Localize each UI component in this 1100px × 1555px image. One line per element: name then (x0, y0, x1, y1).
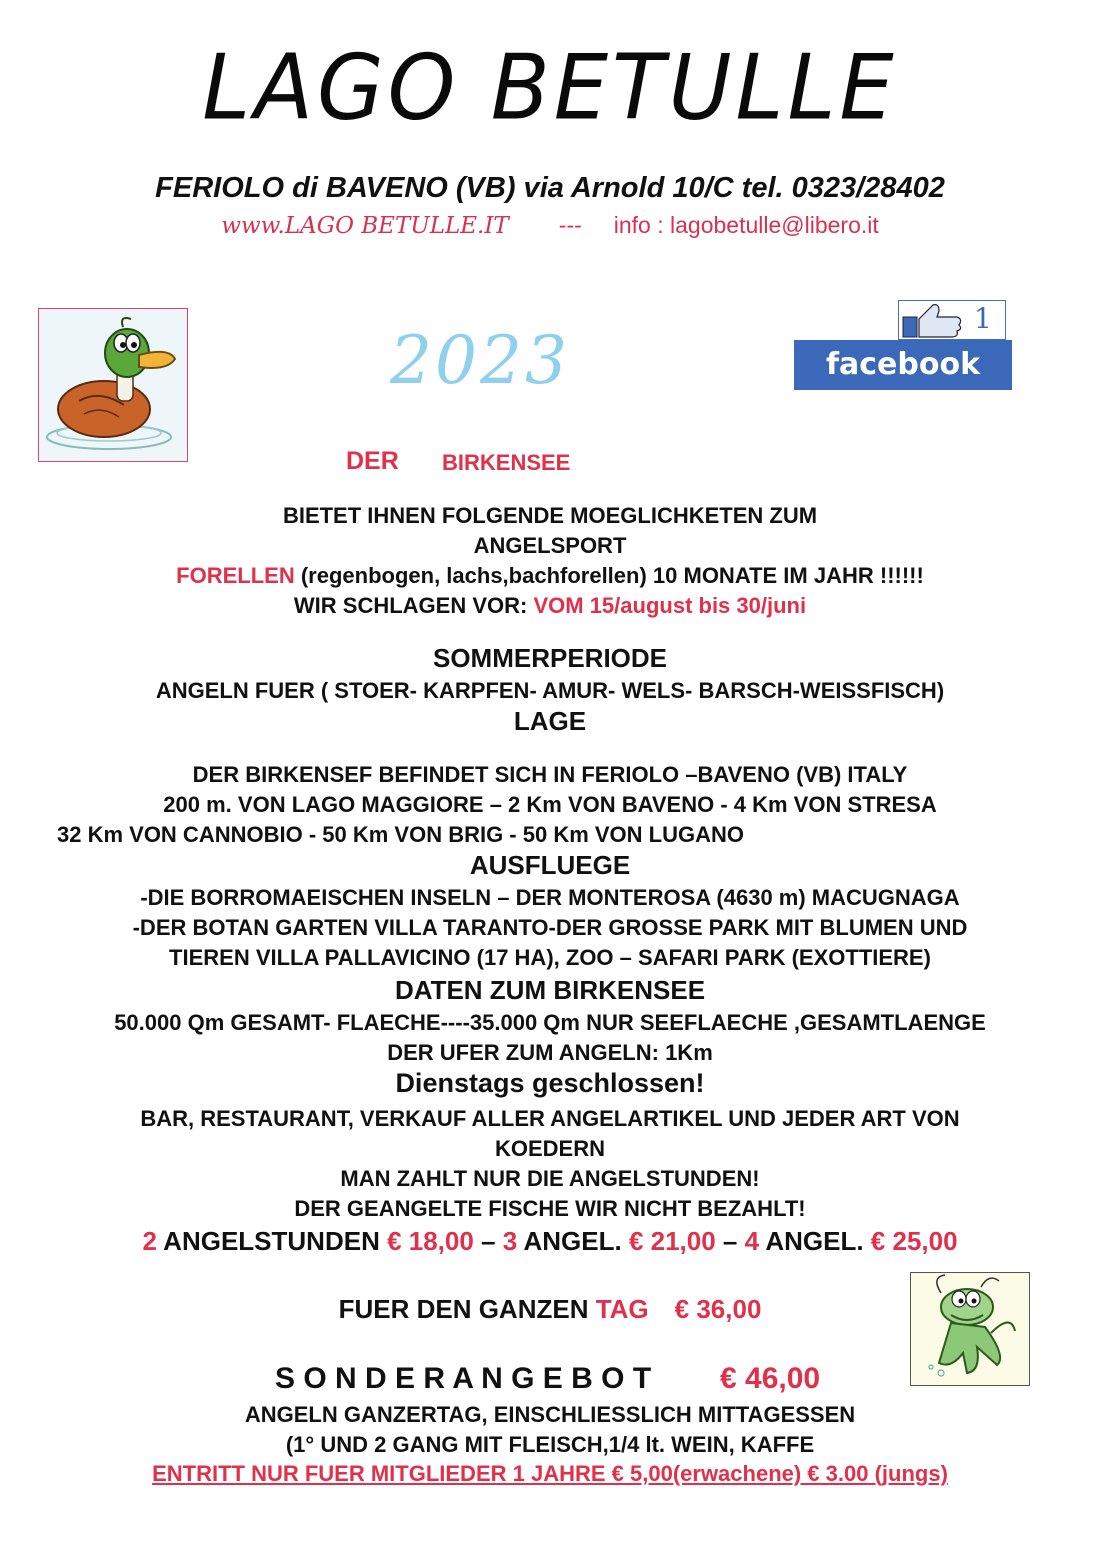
offer-heading: S O N D E R A N G E B O T (275, 1362, 652, 1395)
hours-3-price: € 21,00 (628, 1226, 716, 1256)
forellen-label: FORELLEN (176, 563, 295, 588)
forellen-line (0, 563, 1100, 589)
hours-3-label: ANGEL. (517, 1226, 629, 1256)
intro-line-1: BIETET IHNEN FOLGENDE MOEGLICHKETEN ZUM (282, 503, 818, 528)
frog-icon (911, 1273, 1029, 1385)
services-line-4: DER GEANGELTE FISCHE WIR NICHT BEZAHLT! (294, 1196, 806, 1221)
hours-4-label: ANGEL. (759, 1226, 871, 1256)
closed-notice: Dienstags geschlossen! (395, 1068, 705, 1098)
dash: – (473, 1226, 503, 1256)
ausfluege-line-2: -DER BOTAN GARTEN VILLA TARANTO-DER GROSSE PARK MIT BLUMEN UND (132, 915, 968, 940)
heading-der: DER (346, 447, 399, 475)
vorschlag-line (0, 593, 1100, 619)
day-label: FUER DEN GANZEN (338, 1294, 596, 1324)
vorschlag-label: WIR SCHLAGEN VOR: (293, 593, 534, 618)
services-line-1: BAR, RESTAURANT, VERKAUF ALLER ANGELARTIKEL UND JEDER ART VON (140, 1106, 960, 1131)
email-link[interactable]: info : lagobetulle@libero.it (613, 212, 879, 238)
services-line-2: KOEDERN (494, 1136, 605, 1161)
intro-line-2: ANGELSPORT (473, 533, 627, 558)
services-line-3: MAN ZAHLT NUR DIE ANGELSTUNDEN! (340, 1166, 760, 1191)
hours-2-price: € 18,00 (387, 1226, 474, 1256)
sommer-heading: SOMMERPERIODE (432, 643, 668, 673)
hours-3: 3 (502, 1226, 518, 1256)
frog-illustration (910, 1272, 1030, 1386)
thumbs-up-icon (899, 301, 979, 339)
ausfluege-line-1: -DIE BORROMAEISCHEN INSELN – DER MONTEROSA (4630 m) MACUGNAGA (140, 885, 960, 910)
year-heading: 2023 (390, 322, 570, 399)
address-line: FERIOLO di BAVENO (VB) via Arnold 10/C tel. 0323/28402 (155, 172, 945, 204)
hours-4-price: € 25,00 (870, 1226, 958, 1256)
sommer-text: ANGELN FUER ( STOER- KARPFEN- AMUR- WELS- BARSCH-WEISSFISCH) (155, 678, 945, 703)
hourly-prices (0, 1226, 1100, 1257)
hours-2: 2 (142, 1226, 157, 1256)
lage-line-3: 32 Km VON CANNOBIO - 50 Km VON BRIG - 50 Km VON LUGANO (57, 822, 744, 847)
daten-line-1: 50.000 Qm GESAMT- FLAECHE----35.000 Qm NUR SEEFLAECHE ,GESAMTLAENGE (114, 1010, 986, 1035)
facebook-badge[interactable] (794, 300, 1012, 390)
ausfluege-line-3: TIEREN VILLA PALLAVICINO (17 HA), ZOO – SAFARI PARK (EXOTTIERE) (169, 945, 931, 970)
page-title: LAGO BETULLE (202, 35, 898, 141)
duck-icon (39, 309, 187, 461)
daten-line-2: DER UFER ZUM ANGELN: 1Km (387, 1040, 713, 1065)
offer-line-1: ANGELN GANZERTAG, EINSCHLIESSLICH MITTAGESSEN (244, 1402, 856, 1427)
ausfluege-heading: AUSFLUEGE (469, 850, 631, 880)
heading-birkensee: BIRKENSEE (442, 450, 571, 475)
lage-line-1: DER BIRKENSEF BEFINDET SICH IN FERIOLO –BAVENO (VB) ITALY (192, 762, 908, 787)
lage-heading: LAGE (513, 706, 587, 736)
daten-heading: DATEN ZUM BIRKENSEE (394, 975, 706, 1005)
forellen-detail: (regenbogen, lachs,bachforellen) 10 MONATE IM JAHR !!!!!! (294, 563, 924, 588)
facebook-label: facebook (794, 340, 1012, 390)
offer-price: € 46,00 (720, 1362, 821, 1395)
duck-illustration (38, 308, 188, 462)
dash: – (715, 1226, 745, 1256)
members-notice: ENTRITT NUR FUER MITGLIEDER 1 JAHRE € 5,00(erwachene) € 3.00 (jungs) (152, 1461, 948, 1486)
separator: --- (558, 212, 582, 238)
lage-line-2: 200 m. VON LAGO MAGGIORE – 2 Km VON BAVENO - 4 Km VON STRESA (163, 792, 937, 817)
day-price: € 36,00 (674, 1294, 762, 1324)
vorschlag-dates: VOM 15/august bis 30/juni (533, 593, 807, 618)
website-link[interactable]: www.LAGO BETULLE.IT (221, 213, 509, 239)
hours-4: 4 (744, 1226, 760, 1256)
contact-line (0, 212, 1100, 239)
hours-2-label: ANGELSTUNDEN (156, 1226, 388, 1256)
offer-line-2: (1° UND 2 GANG MIT FLEISCH,1/4 lt. WEIN, KAFFE (285, 1432, 815, 1457)
day-word: TAG (595, 1294, 649, 1324)
like-count: 1 (974, 302, 992, 335)
